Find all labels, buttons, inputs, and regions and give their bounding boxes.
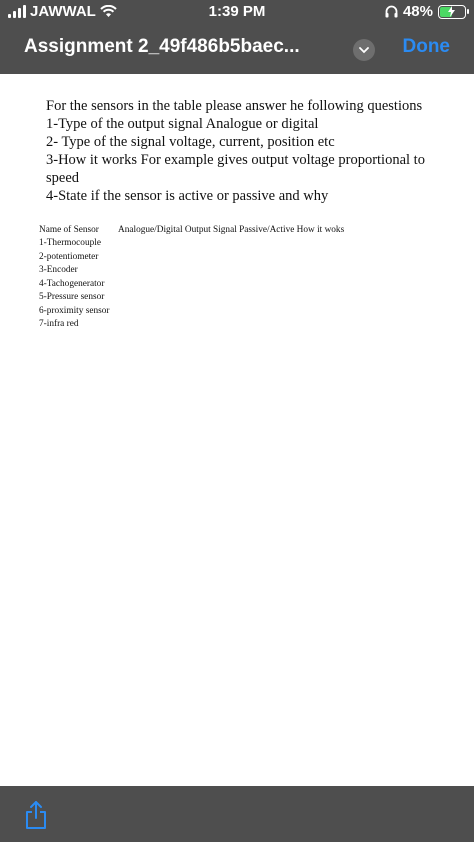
header-columns: Analogue/Digital Output Signal Passive/Active How it woks <box>118 225 345 235</box>
table-row: 5-Pressure sensor <box>39 292 105 302</box>
table-rows <box>39 237 344 332</box>
question-4: 4-State if the sensor is active or passive and why <box>46 188 329 204</box>
battery-charging-icon <box>438 5 466 19</box>
status-bar <box>0 0 474 24</box>
question-2: 2- Type of the signal voltage, current, position etc <box>46 134 335 150</box>
sensor-table <box>39 224 344 332</box>
share-icon[interactable] <box>24 800 48 830</box>
bottom-toolbar <box>0 786 474 842</box>
question-3: 3-How it works For example gives output voltage proportional to speed <box>46 152 425 186</box>
questions-intro: For the sensors in the table please answer he following questions <box>46 98 423 114</box>
table-row: 4-Tachogenerator <box>39 278 105 289</box>
done-button[interactable]: Done <box>402 36 450 57</box>
table-row: 3-Encoder <box>39 265 78 275</box>
table-row: 1-Thermocouple <box>39 238 101 248</box>
title-menu-button[interactable] <box>353 39 375 61</box>
table-row: 6-proximity sensor <box>39 305 110 316</box>
headphones-icon <box>385 5 398 18</box>
question-1: 1-Type of the output signal Analogue or digital <box>46 116 319 132</box>
clock: 1:39 PM <box>208 3 266 20</box>
status-right <box>385 3 466 20</box>
document-title: Assignment 2_49f486b5baec... <box>24 36 300 57</box>
table-row: 2-potentiometer <box>39 251 99 262</box>
nav-bar <box>0 24 474 74</box>
table-header <box>39 224 344 237</box>
document-page <box>0 74 474 786</box>
battery-percent: 48% <box>402 3 433 20</box>
header-sensor-name: Name of Sensor <box>39 225 99 235</box>
chevron-down-icon <box>359 47 369 54</box>
table-row: 7-infra red <box>39 319 79 329</box>
questions-block <box>46 97 456 205</box>
carrier-name: JAWWAL <box>30 3 96 20</box>
